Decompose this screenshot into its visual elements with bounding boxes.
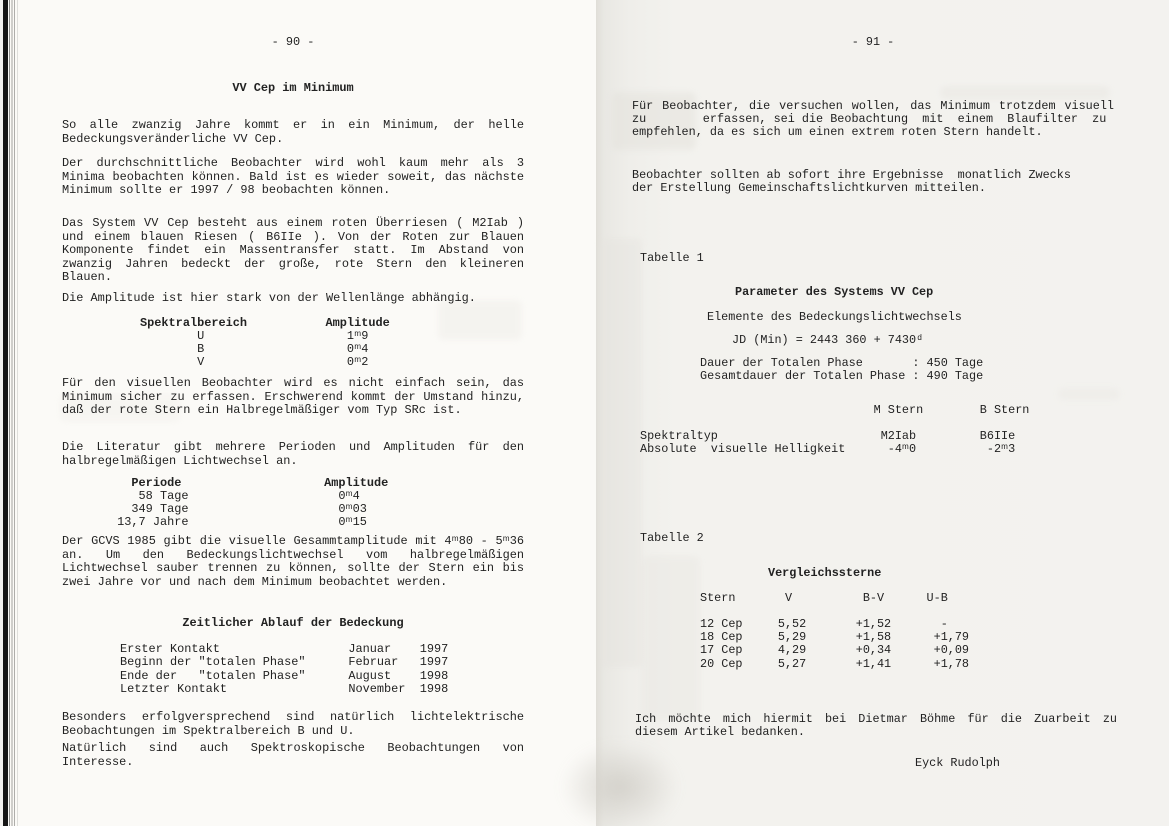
table-row: V 0ᵐ2 [140,355,369,369]
table-row: Spektraltyp M2Iab B6IIe [640,429,1016,443]
text-line: an. Um den Bedeckungslichtwechsel vom halbregelmäßigen [62,547,524,562]
table1-subtitle [707,311,962,324]
table-title-text: Parameter des Systems VV Cep [735,285,934,299]
table-row: Absolute visuelle Helligkeit -4ᵐ0 -2ᵐ3 [640,442,1016,457]
text-line: Minimum sicher zu erfassen. Erschwerend kommt der Umstand hinzu, [62,389,524,404]
text-line: Das System VV Cep besteht aus einem roten Überriesen ( M2Iab ) [62,216,524,230]
star-table-header [640,404,1029,417]
page-number-text: - 90 - [271,35,315,49]
table-label-text: Tabelle 1 [640,251,704,265]
table-row: Dauer der Totalen Phase : 450 Tage [700,356,984,370]
table-row: U 1ᵐ9 [140,329,369,343]
text-line: empfehlen, da es sich um einen extrem roten Stern handelt. [632,125,1043,140]
text-line: Bedeckungsveränderliche VV Cep. [62,131,284,146]
text-line: Ich möchte mich hiermit bei Dietmar Böhme für die Zuarbeit zu [635,712,1117,726]
article-title-text: VV Cep im Minimum [232,81,354,95]
table2-title [768,567,881,580]
table-label-text: Tabelle 2 [640,531,704,545]
page-number [632,36,1114,49]
table-title-text: Vergleichssterne [768,566,882,580]
paragraph [632,100,1114,140]
text-line: zwanzig Jahren bedeckt der große, rote Stern den kleineren [62,256,524,271]
paragraph [632,169,1114,195]
text-line: daß der rote Stern ein Halbregelmäßiger vom Typ SRc ist. [62,403,462,417]
text-line: Beobachter sollten ab sofort ihre Ergebnisse monatlich Zwecks [632,168,1071,182]
text-line: Die Literatur gibt mehrere Perioden und Amplituden für den [62,440,524,454]
text-line: Der GCVS 1985 gibt die visuelle Gesammtamplitude mit 4ᵐ80 - 5ᵐ36 [62,534,524,548]
phase-duration-table [700,357,983,383]
text-line: So alle zwanzig Jahre kommt er in ein Minimum, der helle [62,118,524,132]
table-header: Periode Amplitude [110,476,389,490]
text-line: der Erstellung Gemeinschaftslichtkurven mitteilen. [632,181,986,196]
table-row: 13,7 Jahre 0ᵐ15 [110,514,367,529]
section-heading-text: Zeitlicher Ablauf der Bedeckung [182,616,404,630]
text-line: Minima beobachten können. Bald ist es wieder soweit, das nächste [62,169,524,184]
table-row: Gesamtdauer der Totalen Phase : 490 Tage [700,369,984,383]
text-line: Komponente findet ein Massentransfer statt. Im Abstand von [62,243,524,257]
text-line: zwei Jahre vor und nach dem Minimum beobachtet werden. [62,574,448,589]
table-row: Letzter Kontakt November 1998 [120,681,449,696]
table-row: 58 Tage 0ᵐ4 [110,488,360,503]
page-number-text: - 91 - [851,35,895,49]
comparison-table [700,618,969,671]
text-line: Natürlich sind auch Spektroskopische Beobachtungen von [62,741,524,755]
table-header: Spektralbereich Amplitude [140,316,390,330]
text-line: diesem Artikel bedanken. [635,725,805,740]
text-line: Beobachtungen im Spektralbereich B und U. [62,723,355,738]
table-header: M Stern B Stern [640,403,1030,417]
table-row: Ende der "totalen Phase" August 1998 [120,668,449,683]
table-row: 349 Tage 0ᵐ03 [110,501,367,516]
table1-title [735,286,933,299]
text-line: Für Beobachter, die versuchen wollen, das Minimum trotzdem visuell [632,99,1114,113]
text-line: Der durchschnittliche Beobachter wird wohl kaum mehr als 3 [62,156,524,170]
table-row: Erster Kontakt Januar 1997 [120,642,449,656]
table-row: Beginn der "totalen Phase" Februar 1997 [120,655,449,670]
formula-text: JD (Min) = 2443 360 + 7430ᵈ [732,333,924,347]
text-line: Minimum sollte er 1997 / 98 beobachten können. [62,183,391,197]
paragraph [635,713,1117,739]
text-line: Besonders erfolgversprechend sind natürlich lichtelektrische [62,710,524,724]
table2-label [640,532,704,545]
table-header: Stern V B-V U-B [700,591,948,605]
text-line: Die Amplitude ist hier stark von der Wellenlänge abhängig. [62,291,476,305]
text-line: zu erfassen, sei die Beobachtung mit einem Blaufilter zu [632,112,1107,127]
signature [915,757,1000,770]
text-line: Interesse. [62,754,134,769]
table-row: 12 Cep 5,52 +1,52 - [700,617,948,631]
star-table [640,430,1015,456]
table-row: 20 Cep 5,27 +1,41 +1,78 [700,656,970,671]
signature-text: Eyck Rudolph [915,756,1000,770]
table1-label [640,252,704,265]
comparison-table-header [700,592,948,605]
table-row: B 0ᵐ4 [140,342,369,356]
table-row: 17 Cep 4,29 +0,34 +0,09 [700,643,970,658]
ephemeris-formula [732,334,923,347]
text-line: und einem blauen Riesen ( B6IIe ). Von der Roten zur Blauen [62,229,524,244]
text-line: Lichtwechsel sauber trennen zu können, sollte der Stern ein bis [62,561,524,575]
table-row: 18 Cep 5,29 +1,58 +1,79 [700,630,970,645]
text-line: Für den visuellen Beobachter wird es nicht einfach sein, das [62,376,524,390]
table-subtitle-text: Elemente des Bedeckungslichtwechsels [707,310,962,324]
text-line: Blauen. [62,270,112,284]
text-line: halbregelmäßigen Lichtwechsel an. [62,453,298,468]
